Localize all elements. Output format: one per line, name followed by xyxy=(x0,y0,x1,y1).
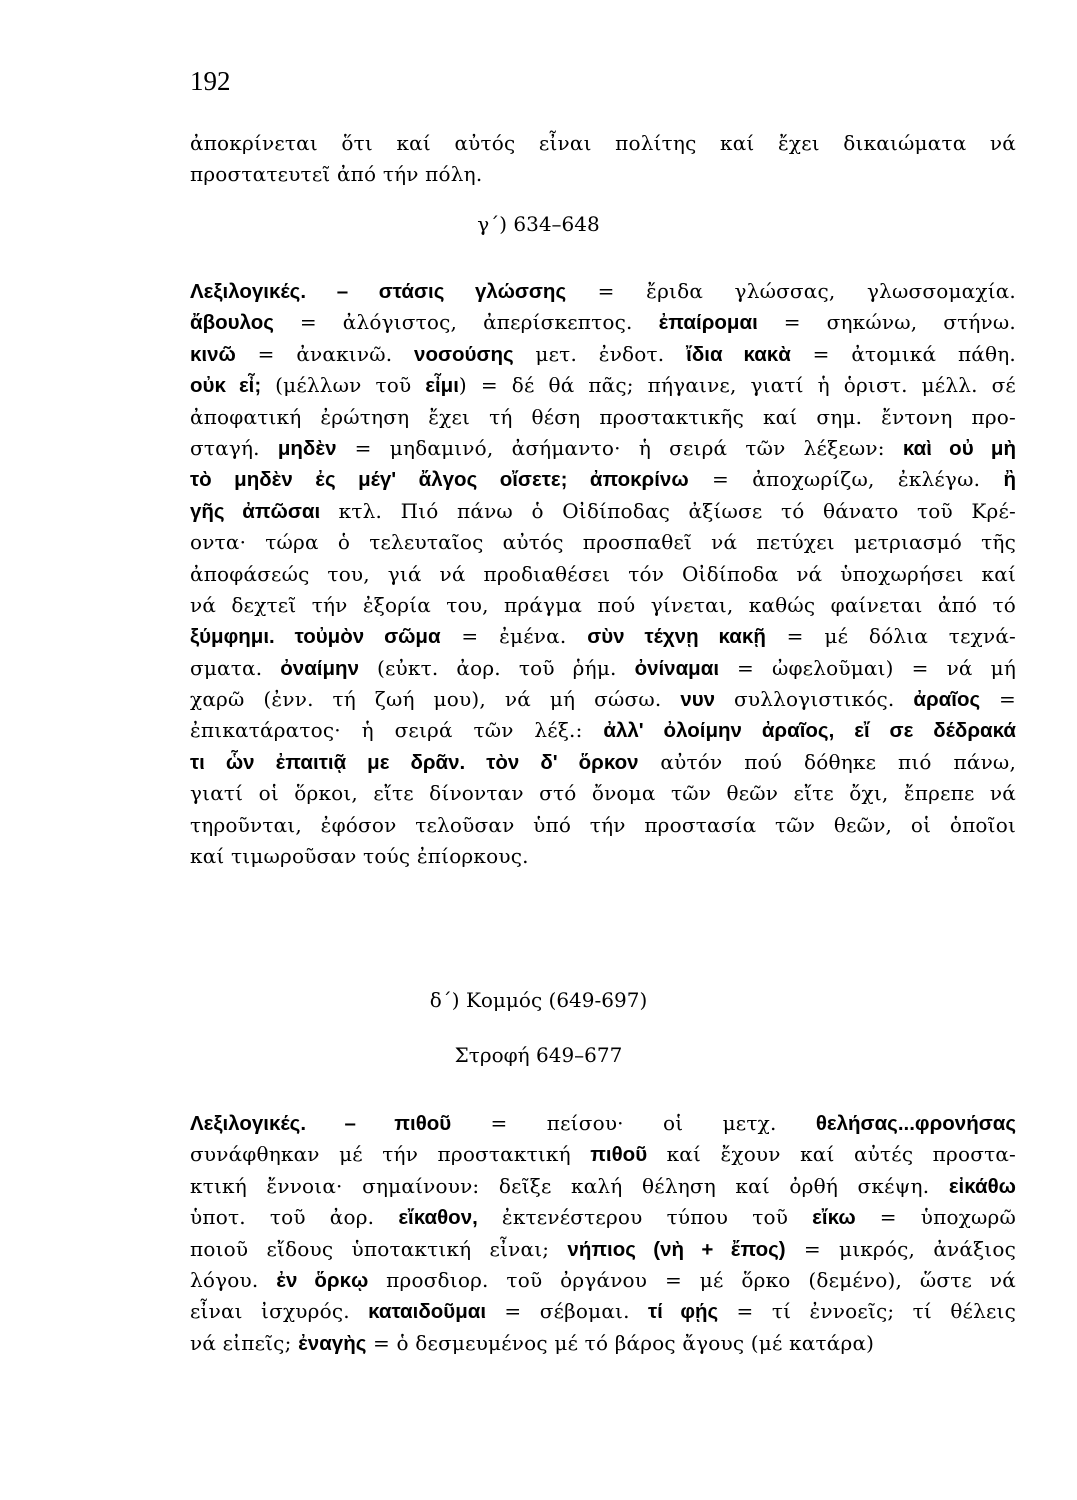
section-gamma-glossary xyxy=(190,276,1016,872)
gloss-text: μετ. ἐνδοτ. xyxy=(513,341,687,366)
lemma-term: τὸ μηδὲν ἐς μέγ' ἄλγος οἴσετε; ἀποκρίνω xyxy=(190,468,689,492)
text-line xyxy=(190,1234,1016,1265)
gloss-text: ἐκτενέστερου τύπου τοῦ xyxy=(477,1205,813,1230)
gloss-text: ἐπικατάρατος· ἡ σειρά τῶν λέξ.: xyxy=(190,718,604,743)
text-line xyxy=(190,339,1016,370)
lemma-term: ξύμφημι. τοὐμὸν σῶμα xyxy=(190,625,441,649)
text-line xyxy=(190,464,1016,495)
text-line xyxy=(190,841,1016,872)
lemma-term: ἄβουλος xyxy=(190,311,274,335)
gloss-text: = ἐμένα. xyxy=(440,624,588,649)
gloss-text: ποιοῦ εἴδους ὑποτακτική εἶναι; xyxy=(190,1236,568,1261)
text-line xyxy=(190,1265,1016,1296)
text-line xyxy=(190,621,1016,652)
gloss-text: ἀποφατική ἐρώτηση ἔχει τή θέση προστακτικῆς καί σημ. ἔντονη προ- xyxy=(190,404,1016,429)
text-line xyxy=(190,527,1016,558)
text-line xyxy=(190,1202,1016,1233)
lemma-term: Λεξιλογικές. – πιθοῦ xyxy=(190,1112,452,1135)
lemma-term: ἐναγὴς xyxy=(298,1331,367,1355)
lemma-term: καὶ οὐ μὴ xyxy=(902,436,1016,460)
gloss-text: = ἀλόγιστος, ἀπερίσκεπτος. xyxy=(273,310,659,335)
text-line xyxy=(190,128,1016,159)
text-line xyxy=(190,653,1016,684)
text-line xyxy=(190,276,1016,307)
gloss-text: = σηκώνω, στήνω. xyxy=(757,310,1016,335)
gloss-text: = σέβομαι. xyxy=(486,1299,649,1324)
gloss-text: = ὁ δεσμευμένος μέ τό βάρος ἄγους (μέ κατάρα) xyxy=(366,1330,875,1355)
lemma-term: εἶμι xyxy=(425,374,459,398)
gloss-text: = τί ἐννοεῖς; τί θέλεις xyxy=(718,1299,1017,1324)
text-line xyxy=(190,1108,1016,1139)
gloss-text: τηροῦνται, ἐφόσον τελοῦσαν ὑπό τήν προστασία τῶν θεῶν, οἱ ὁποῖοι xyxy=(190,812,1016,837)
text-line xyxy=(190,810,1016,841)
lemma-term: σὺν τέχνῃ κακῇ xyxy=(587,625,766,649)
gloss-text: = ὑποχωρῶ xyxy=(855,1205,1017,1230)
lemma-term: νήπιος (νὴ + ἔπος) xyxy=(567,1237,786,1261)
text-line xyxy=(190,433,1016,464)
gloss-text: καί ἔχουν καί αὐτές προστα- xyxy=(647,1142,1016,1167)
text-line xyxy=(190,1139,1016,1170)
lemma-term: ἢ xyxy=(1003,468,1017,492)
gloss-text: ) = δέ θά πᾶς; πήγαινε, γιατί ἡ ὁριστ. μέλλ. σέ xyxy=(458,373,1016,398)
gloss-text: αὐτόν πού δόθηκε πιό πάνω, xyxy=(638,749,1016,774)
text-line xyxy=(190,370,1016,401)
gloss-text: νά εἰπεῖς; xyxy=(190,1330,299,1355)
lemma-term: θελήσας...φρονήσας xyxy=(815,1112,1016,1135)
lemma-term: τι ὧν ἐπαιτιᾷ με δρᾶν. τὸν δ' ὅρκον xyxy=(190,750,639,774)
intro-paragraph xyxy=(190,128,1016,191)
lemma-term: κινῶ xyxy=(190,342,236,366)
section-strophe-glossary xyxy=(190,1108,1016,1359)
gloss-text: σματα. xyxy=(190,655,281,680)
gloss-text: γιατί οἱ ὅρκοι, εἴτε δίνονταν στό ὄνομα τῶν θεῶν εἴτε ὄχι, ἔπρεπε νά xyxy=(190,781,1016,806)
lemma-term: τί φῄς xyxy=(648,1300,719,1324)
text-line xyxy=(190,590,1016,621)
lemma-term: νυν xyxy=(680,688,716,712)
gloss-text: = xyxy=(980,687,1017,712)
lemma-term: ὀνίναμαι xyxy=(634,656,720,680)
lemma-term: ἀλλ' ὀλοίμην ἀραῖος, εἴ σε δέδρακά xyxy=(603,719,1016,743)
gloss-text: = ἀνακινῶ. xyxy=(235,341,415,366)
gloss-text: = ὠφελοῦμαι) = νά μή xyxy=(719,655,1017,680)
text-line xyxy=(190,1171,1016,1202)
lemma-term: Λεξιλογικές. – στάσις γλώσσης xyxy=(190,280,567,303)
gloss-text: καί τιμωροῦσαν τούς ἐπίορκους. xyxy=(190,844,529,869)
gloss-text: οντα· τώρα ὁ τελευταῖος αὐτός προσπαθεῖ νά πετύχει μετριασμό τῆς xyxy=(190,530,1016,555)
lemma-term: μηδὲν xyxy=(277,436,337,460)
text-line xyxy=(190,307,1016,338)
lemma-term: ὀναίμην xyxy=(280,656,359,680)
gloss-text: = πείσου· οἱ μετχ. xyxy=(451,1111,816,1135)
text-line xyxy=(190,1328,1016,1359)
gloss-text: λόγου. xyxy=(190,1267,277,1292)
gloss-text: προστατευτεῖ ἀπό τήν πόλη. xyxy=(190,162,483,187)
text-line xyxy=(190,747,1016,778)
text-line xyxy=(190,402,1016,433)
gloss-text: συλλογιστικός. xyxy=(715,687,914,712)
gloss-text: = ἀποχωρίζω, ἐκλέγω. xyxy=(688,467,1004,492)
lemma-term: νοσούσης xyxy=(414,342,514,366)
text-line xyxy=(190,496,1016,527)
section-heading-gamma: γ΄) 634–648 xyxy=(477,212,600,236)
gloss-text: χαρῶ (ἐνν. τή ζωή μου), νά μή σώσω. xyxy=(190,687,681,712)
text-line xyxy=(190,684,1016,715)
lemma-term: πιθοῦ xyxy=(590,1143,648,1167)
lemma-term: καταιδοῦμαι xyxy=(368,1300,487,1324)
gloss-text: σταγή. xyxy=(190,435,278,460)
section-heading-delta: δ΄) Κομμός (649-697) xyxy=(429,988,648,1012)
lemma-term: εἰκάθω xyxy=(948,1174,1016,1198)
text-line xyxy=(190,559,1016,590)
text-line xyxy=(190,159,1016,190)
lemma-term: οὐκ εἶ; xyxy=(190,374,262,398)
gloss-text: ἀποφάσεώς του, γιά νά προδιαθέσει τόν Οἰδίποδα νά ὑποχωρήσει καί xyxy=(190,561,1016,586)
gloss-text: κτική ἔννοια· σημαίνουν: δεῖξε καλή θέληση καί ὀρθή σκέψη. xyxy=(190,1173,949,1198)
gloss-text: κτλ. Πιό πάνω ὁ Οἰδίποδας ἀξίωσε τό θάνατο τοῦ Κρέ- xyxy=(320,498,1016,523)
gloss-text: (μέλλων τοῦ xyxy=(261,373,426,398)
page-number: 192 xyxy=(190,66,231,96)
lemma-term: γῆς ἀπῶσαι xyxy=(190,499,321,523)
gloss-text: νά δεχτεῖ τήν ἐξορία του, πράγμα πού γίνεται, καθώς φαίνεται ἀπό τό xyxy=(190,592,1016,617)
gloss-text: προσδιορ. τοῦ ὀργάνου = μέ ὅρκο (δεμένο), ὥστε νά xyxy=(368,1267,1016,1292)
text-line xyxy=(190,715,1016,746)
gloss-text: ὑποτ. τοῦ ἀορ. xyxy=(190,1205,399,1230)
text-line xyxy=(190,778,1016,809)
lemma-term: ἀραῖος xyxy=(913,688,981,712)
lemma-term: ἐπαίρομαι xyxy=(658,311,758,335)
lemma-term: εἴκω xyxy=(812,1206,856,1230)
gloss-text: ἀποκρίνεται ὅτι καί αὐτός εἶναι πολίτης καί ἔχει δικαιώματα νά xyxy=(190,131,1016,155)
lemma-term: ἴδια κακὰ xyxy=(686,342,791,366)
gloss-text: συνάφθηκαν μέ τήν προστακτική xyxy=(190,1142,591,1167)
text-line xyxy=(190,1296,1016,1327)
section-heading-strophe: Στροφή 649–677 xyxy=(454,1043,623,1067)
lemma-term: ἐν ὅρκῳ xyxy=(276,1268,369,1292)
lemma-term: εἴκαθον, xyxy=(398,1206,478,1230)
gloss-text: = μηδαμινό, ἀσήμαντο· ἡ σειρά τῶν λέξεων: xyxy=(336,435,903,460)
gloss-text: = ἔριδα γλώσσας, γλωσσομαχία. xyxy=(566,279,1016,303)
gloss-text: = ἀτομικά πάθη. xyxy=(790,341,1016,366)
gloss-text: = μέ δόλια τεχνά- xyxy=(765,624,1016,649)
gloss-text: = μικρός, ἀνάξιος xyxy=(785,1236,1016,1261)
gloss-text: εἶναι ἰσχυρός. xyxy=(190,1299,369,1324)
gloss-text: (εὐκτ. ἀορ. τοῦ ῥήμ. xyxy=(358,655,635,680)
